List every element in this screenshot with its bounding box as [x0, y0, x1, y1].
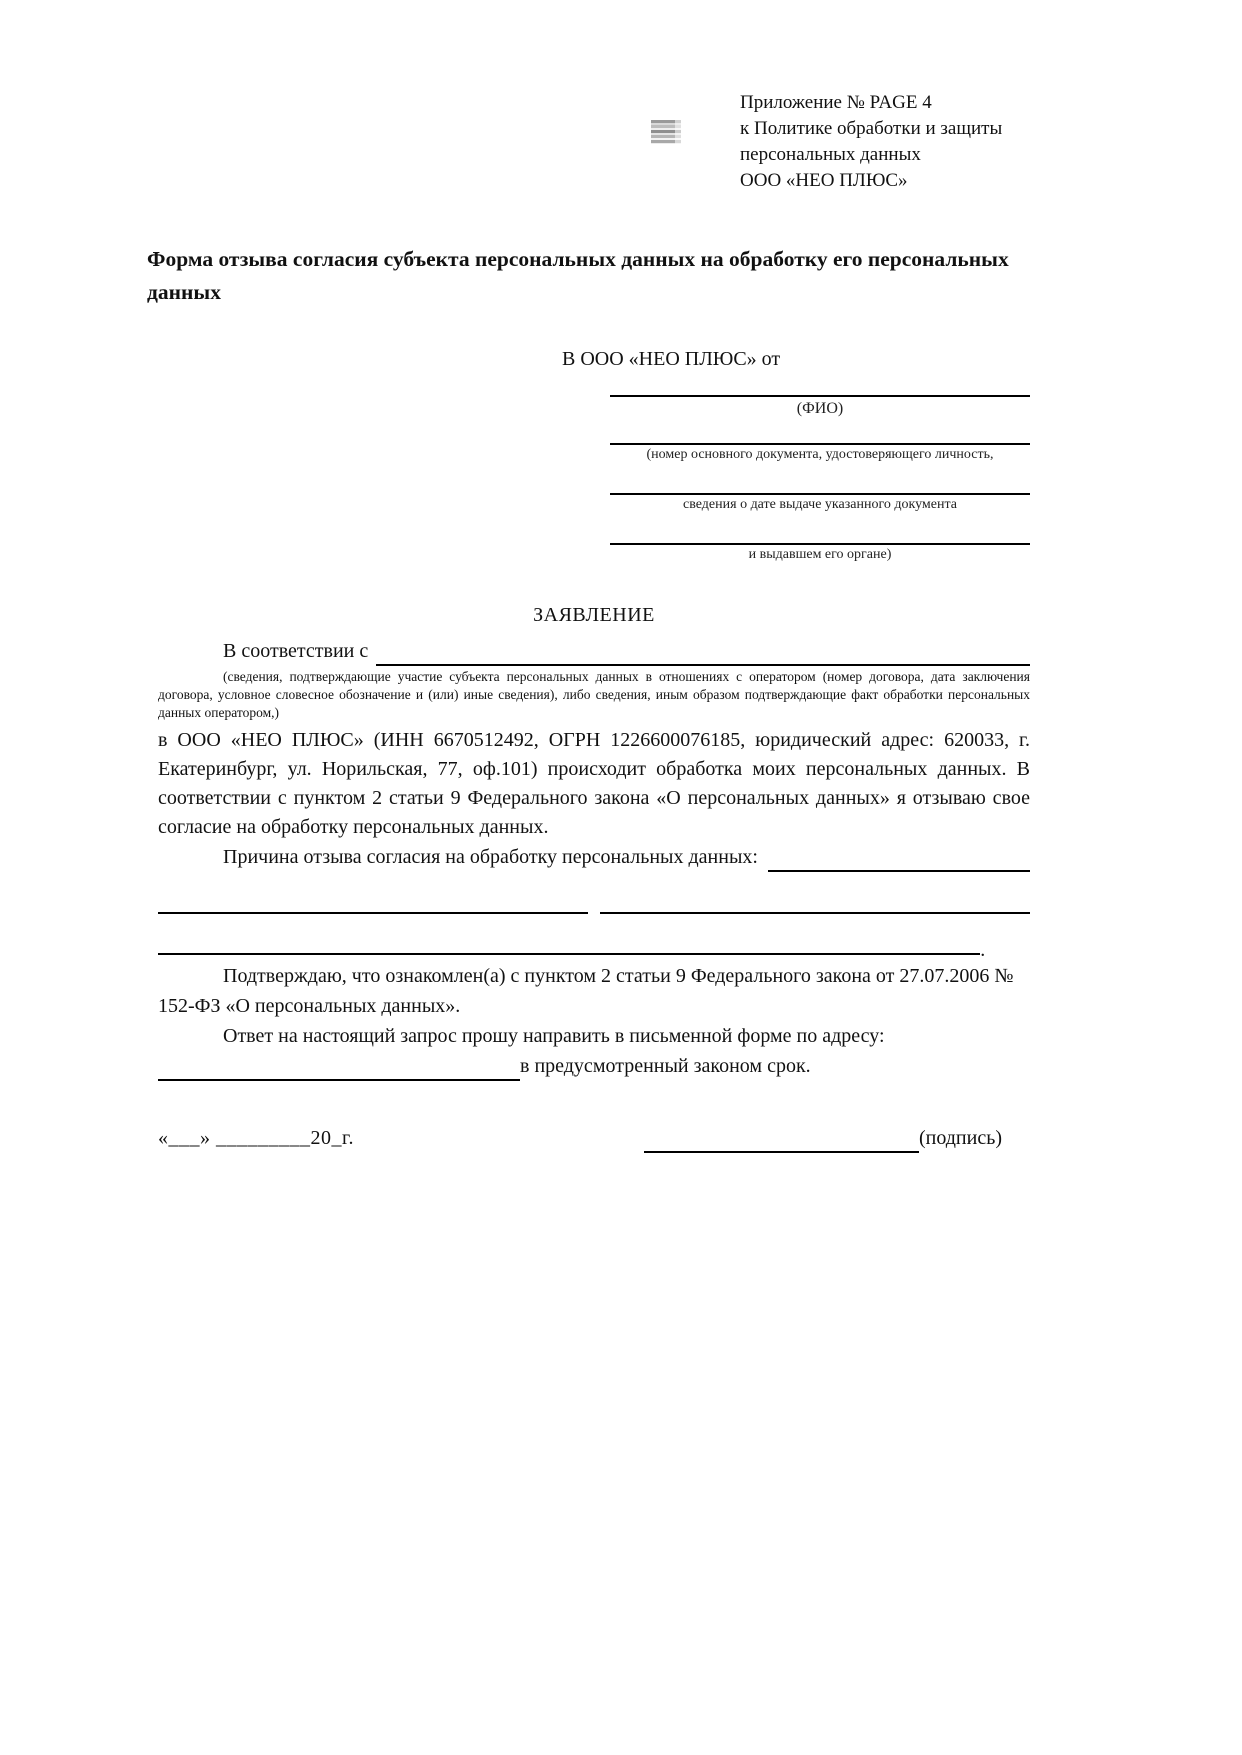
- reason-label: Причина отзыва согласия на обработку персональных данных:: [223, 846, 758, 868]
- signature-blank-field: [644, 1129, 919, 1153]
- reason-blank-segment-b: [600, 910, 1030, 914]
- header-line-policy: к Политике обработки и защиты: [740, 118, 1003, 139]
- basis-label: В соответствии с: [223, 640, 369, 662]
- fio-caption: (ФИО): [796, 400, 844, 417]
- addressee-to-line: В ООО «НЕО ПЛЮС» от: [562, 348, 781, 370]
- page-title: Форма отзыва согласия субъекта персональных данных на обработку его персональных данных: [147, 247, 1009, 304]
- reply-address-blank-field: [158, 1057, 520, 1081]
- statement-body: в ООО «НЕО ПЛЮС» (ИНН 6670512492, ОГРН 1226600076185, юридический адрес: 620033, г. Екатеринбург, ул. Норильская, 77, оф.101) происходит обработка моих персональных данных. В соответствии с пунктом 2 статьи 9 Федерального закона «О персональных данных» я отзываю свое согласие на обработку персональных данных.: [158, 729, 1030, 838]
- basis-footnote: (сведения, подтверждающие участие субъекта персональных данных в отношениях с оператором (номер договора, дата заключения договора, условное словесное обозначение и (или) иные сведения), либо сведения, иным образом подтверждающие факт обработки персональных данных оператором,): [158, 669, 1030, 720]
- header-line-personal-data: персональных данных: [740, 144, 921, 165]
- reply-suffix-label: в предусмотренный законом срок.: [520, 1055, 811, 1077]
- issuing-authority-caption: и выдавшем его органе): [748, 547, 892, 562]
- confirmation-paragraph: Подтверждаю, что ознакомлен(а) с пунктом 2 статьи 9 Федерального закона от 27.07.2006 № 152-ФЗ «О персональных данных».: [158, 965, 1014, 1017]
- basis-line: [158, 637, 1030, 666]
- reason-blank-segment-a: [158, 910, 588, 914]
- tiny-image-placeholder-icon: [651, 120, 681, 144]
- reason-blank-row-2: [158, 939, 1030, 961]
- date-blank-line: «___» _________20_г.: [158, 1127, 354, 1149]
- reason-blank-row-1: [158, 910, 1030, 914]
- signature-cell: [644, 1123, 1030, 1153]
- reason-blank-field: [768, 848, 1030, 872]
- reply-request-line: Ответ на настоящий запрос прошу направить в письменной форме по адресу:: [223, 1025, 885, 1047]
- reason-line: [158, 843, 1030, 872]
- reason-blank-segment-c: [158, 951, 980, 955]
- header-block: [740, 90, 1002, 194]
- basis-blank-field: [376, 642, 1030, 666]
- statement-heading: ЗАЯВЛЕНИЕ: [533, 604, 655, 626]
- blank-row-period: .: [980, 939, 986, 961]
- header-line-appendix: Приложение № PAGE 4: [740, 92, 932, 113]
- addressee-block: [562, 345, 1030, 565]
- reply-address-line: [158, 1051, 1030, 1081]
- document-number-caption: (номер основного документа, удостоверяющего личность,: [646, 447, 994, 462]
- issue-date-caption: сведения о дате выдаче указанного документа: [683, 497, 957, 512]
- signature-row: [158, 1123, 1030, 1153]
- header-line-company: ООО «НЕО ПЛЮС»: [740, 170, 908, 191]
- signature-caption: (подпись): [918, 1127, 1002, 1149]
